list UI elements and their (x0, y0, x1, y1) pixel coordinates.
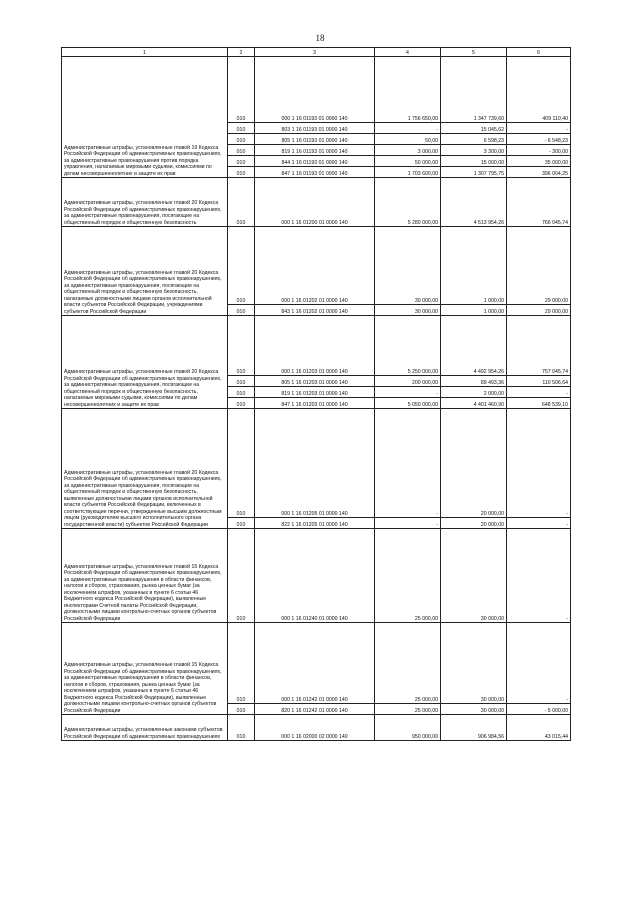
unexecuted-amount-cell: 648 539,10 (507, 398, 571, 409)
budget-code-cell: 000 1 16 02000 02 0000 140 (255, 715, 375, 741)
plan-amount-cell: - (375, 409, 441, 518)
unexecuted-amount-cell: - (507, 387, 571, 398)
line-code-cell: 010 (228, 529, 255, 623)
plan-amount-cell: 1 703 600,00 (375, 167, 441, 178)
unexecuted-amount-cell: - 6 548,23 (507, 134, 571, 145)
line-code-cell: 010 (228, 123, 255, 134)
line-code-cell: 010 (228, 704, 255, 715)
budget-code-cell: 805 1 16 01193 01 0000 140 (255, 134, 375, 145)
executed-amount-cell: 1 000,00 (441, 227, 507, 305)
budget-code-cell: 803 1 16 01193 01 0000 140 (255, 123, 375, 134)
line-code-cell: 010 (228, 316, 255, 376)
report-table (61, 47, 571, 741)
plan-amount-cell: 5 250 000,00 (375, 316, 441, 376)
unexecuted-amount-cell: 29 000,00 (507, 305, 571, 316)
executed-amount-cell: 6 598,23 (441, 134, 507, 145)
revenue-description-cell: Административные штрафы, установленные главой 20 Кодекса Российской Федерации об административных правонарушениях, за административные правонарушения, посягающие на общественный порядок и общественную безопасность, налагаемые мировыми судьями, комиссиями по делам несовершеннолетних и защите их прав (62, 316, 228, 409)
budget-code-cell: 000 1 16 01242 01 0000 140 (255, 623, 375, 704)
unexecuted-amount-cell: 35 000,00 (507, 156, 571, 167)
line-code-cell: 010 (228, 376, 255, 387)
budget-code-cell: 847 1 16 01193 01 0000 140 (255, 167, 375, 178)
line-code-cell: 010 (228, 409, 255, 518)
budget-code-cell: 000 1 16 01200 01 0000 140 (255, 178, 375, 227)
plan-amount-cell: 25 000,00 (375, 529, 441, 623)
unexecuted-amount-cell: - (507, 529, 571, 623)
budget-code-cell: 843 1 16 01202 01 0000 140 (255, 305, 375, 316)
table-row (62, 316, 571, 376)
line-code-cell: 010 (228, 134, 255, 145)
unexecuted-amount-cell: - (507, 518, 571, 529)
unexecuted-amount-cell: - 300,00 (507, 145, 571, 156)
column-number-row (62, 48, 571, 57)
revenue-description-cell: Административные штрафы, установленные главой 20 Кодекса Российской Федерации об административных правонарушениях, за административные правонарушения, посягающие на общественный порядок и общественную безопасность (62, 178, 228, 227)
executed-amount-cell: 30 000,00 (441, 529, 507, 623)
budget-code-cell: 819 1 16 01203 01 0000 140 (255, 387, 375, 398)
plan-amount-cell: 200 000,00 (375, 376, 441, 387)
unexecuted-amount-cell: 766 045,74 (507, 178, 571, 227)
plan-amount-cell: - (375, 123, 441, 134)
budget-code-cell: 847 1 16 01203 01 0000 140 (255, 398, 375, 409)
executed-amount-cell: 3 300,00 (441, 145, 507, 156)
plan-amount-cell: 25 000,00 (375, 623, 441, 704)
unexecuted-amount-cell: 110 506,64 (507, 376, 571, 387)
executed-amount-cell: 2 000,00 (441, 387, 507, 398)
line-code-cell: 010 (228, 57, 255, 123)
table-row (62, 227, 571, 305)
line-code-cell: 010 (228, 178, 255, 227)
unexecuted-amount-cell: - 5 000,00 (507, 704, 571, 715)
unexecuted-amount-cell: 396 004,25 (507, 167, 571, 178)
revenue-description-cell: Административные штрафы, установленные главой 20 Кодекса Российской Федерации об административных правонарушениях, за административные правонарушения, посягающие на общественный порядок и общественную безопасность, налагаемые должностными лицами органов исполнительной власти субъектов Российской Федерации, учреждениями субъектов Российской Федерации (62, 227, 228, 316)
executed-amount-cell: 1 347 739,60 (441, 57, 507, 123)
executed-amount-cell: 20 000,00 (441, 409, 507, 518)
line-code-cell: 010 (228, 623, 255, 704)
budget-code-cell: 822 1 16 01205 01 0000 140 (255, 518, 375, 529)
page-number: 18 (315, 33, 325, 43)
table-row (62, 529, 571, 623)
revenue-description-cell: Административные штрафы, установленные законами субъектов Российской Федерации об административных правонарушениях (62, 715, 228, 741)
budget-code-cell: 820 1 16 01242 01 0000 140 (255, 704, 375, 715)
executed-amount-cell: 30 000,00 (441, 704, 507, 715)
revenue-description-cell: Административные штрафы, установленные главой 15 Кодекса Российской Федерации об административных правонарушениях, за административные правонарушения в области финансов, налогов и сборов, страхования, рынка ценных бумаг (за исключением штрафов, указанных в пункте 6 статьи 46 Бюджетного кодекса Российской Федерации), выявленные инспекторами Счетной палаты Российской Федерации, должностными лицами контрольно-счетных органов субъектов Российской Федерации (62, 529, 228, 623)
budget-code-cell: 000 1 16 01203 01 0000 140 (255, 316, 375, 376)
executed-amount-cell: 15 045,62 (441, 123, 507, 134)
budget-code-cell: 000 1 16 01202 01 0000 140 (255, 227, 375, 305)
executed-amount-cell: 906 984,56 (441, 715, 507, 741)
line-code-cell: 010 (228, 227, 255, 305)
report-table-body (62, 48, 571, 741)
line-code-cell: 010 (228, 145, 255, 156)
revenue-description-cell: Административные штрафы, установленные главой 20 Кодекса Российской Федерации об административных правонарушениях, за административные правонарушения, посягающие на общественный порядок и общественную безопасность, выявленные должностными лицами органов исполнительной власти субъектов Российской Федерации, включенных в соответствующие перечни, утвержденные высшим должностным лицом (руководителем высшего исполнительного органа государственной власти) субъектов Российской Федерации (62, 409, 228, 529)
plan-amount-cell: 950 000,00 (375, 715, 441, 741)
budget-code-cell: 000 1 16 01240 01 0000 140 (255, 529, 375, 623)
plan-amount-cell: 50,00 (375, 134, 441, 145)
executed-amount-cell: 4 492 954,26 (441, 316, 507, 376)
plan-amount-cell: 30 000,00 (375, 227, 441, 305)
budget-code-cell: 805 1 16 01203 01 0000 140 (255, 376, 375, 387)
revenue-description-cell: Административные штрафы, установленные главой 19 Кодекса Российской Федерации об административных правонарушениях, за административные правонарушения против порядка управления, налагаемые мировыми судьями, комиссиями по делам несовершеннолетних и защите их прав (62, 57, 228, 178)
line-code-cell: 010 (228, 156, 255, 167)
unexecuted-amount-cell: 43 015,44 (507, 715, 571, 741)
plan-amount-cell: 25 000,00 (375, 704, 441, 715)
executed-amount-cell: 15 000,00 (441, 156, 507, 167)
table-row (62, 715, 571, 741)
line-code-cell: 010 (228, 387, 255, 398)
executed-amount-cell: 20 000,00 (441, 518, 507, 529)
plan-amount-cell: 1 756 650,00 (375, 57, 441, 123)
unexecuted-amount-cell: 757 045,74 (507, 316, 571, 376)
revenue-description-cell: Административные штрафы, установленные главой 15 Кодекса Российской Федерации об административных правонарушениях, за административные правонарушения в области финансов, налогов и сборов, страхования, рынка ценных бумаг (за исключением штрафов, указанных в пункте 6 статьи 46 Бюджетного кодекса Российской Федерации), выявленные должностными лицами контрольно-счетных органов субъектов Российской Федерации (62, 623, 228, 715)
line-code-cell: 010 (228, 167, 255, 178)
line-code-cell: 010 (228, 305, 255, 316)
plan-amount-cell: 50 000,00 (375, 156, 441, 167)
column-number: 1 (62, 48, 228, 57)
executed-amount-cell: 89 493,36 (441, 376, 507, 387)
unexecuted-amount-cell: - (507, 123, 571, 134)
unexecuted-amount-cell: 29 000,00 (507, 227, 571, 305)
unexecuted-amount-cell: 409 110,40 (507, 57, 571, 123)
line-code-cell: 010 (228, 518, 255, 529)
line-code-cell: 010 (228, 398, 255, 409)
executed-amount-cell: 1 307 795,75 (441, 167, 507, 178)
column-number: 6 (507, 48, 571, 57)
budget-code-cell: 000 1 16 01205 01 0000 140 (255, 409, 375, 518)
line-code-cell: 010 (228, 715, 255, 741)
executed-amount-cell: 30 000,00 (441, 623, 507, 704)
unexecuted-amount-cell: - (507, 409, 571, 518)
plan-amount-cell: 3 000,00 (375, 145, 441, 156)
unexecuted-amount-cell: - (507, 623, 571, 704)
plan-amount-cell: 5 280 000,00 (375, 178, 441, 227)
executed-amount-cell: 1 000,00 (441, 305, 507, 316)
plan-amount-cell: 5 050 000,00 (375, 398, 441, 409)
plan-amount-cell: - (375, 518, 441, 529)
executed-amount-cell: 4 513 954,26 (441, 178, 507, 227)
column-number: 3 (255, 48, 375, 57)
table-row (62, 409, 571, 518)
table-row (62, 178, 571, 227)
table-row (62, 57, 571, 123)
plan-amount-cell: 30 000,00 (375, 305, 441, 316)
column-number: 4 (375, 48, 441, 57)
column-number: 2 (228, 48, 255, 57)
executed-amount-cell: 4 401 460,90 (441, 398, 507, 409)
budget-code-cell: 844 1 16 01193 01 0000 140 (255, 156, 375, 167)
budget-code-cell: 819 1 16 01193 01 0000 140 (255, 145, 375, 156)
plan-amount-cell: - (375, 387, 441, 398)
budget-code-cell: 000 1 16 01193 01 0000 140 (255, 57, 375, 123)
table-row (62, 623, 571, 704)
column-number: 5 (441, 48, 507, 57)
